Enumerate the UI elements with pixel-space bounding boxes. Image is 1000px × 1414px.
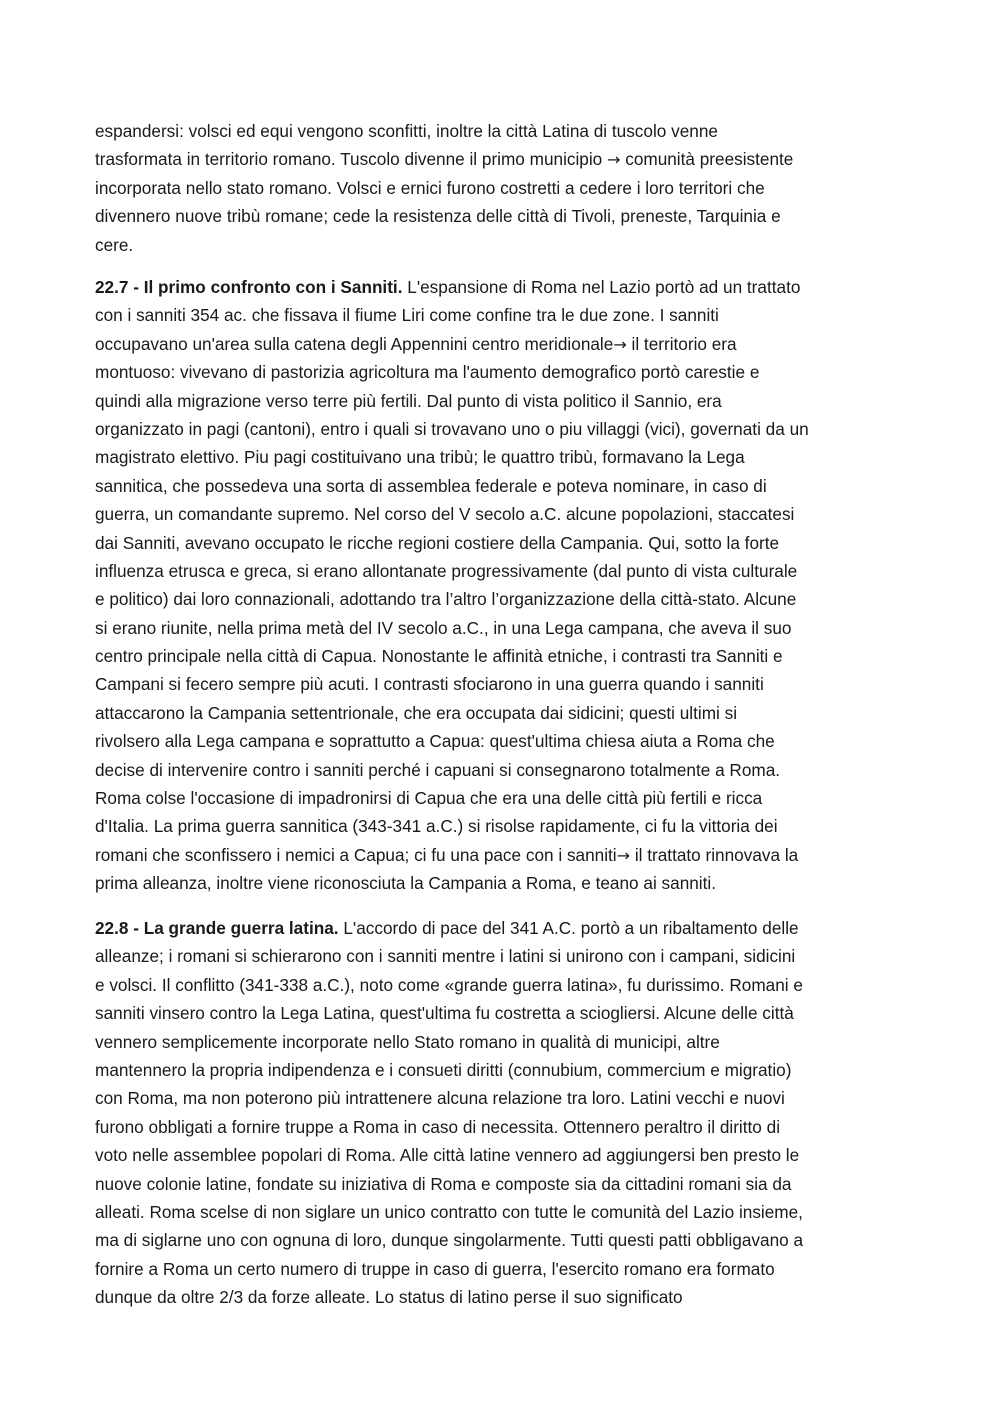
section-22-8 xyxy=(95,914,915,1311)
text-line: furono obbligati a fornire truppe a Roma in caso di necessita. Ottennero peraltro il diritto di xyxy=(95,1116,781,1137)
text-line: alleati. Roma scelse di non siglare un unico contratto con tutte le comunità del Lazio insieme, xyxy=(95,1201,803,1222)
text-line-rest: L'accordo di pace del 341 A.C. portò a un ribaltamento delle xyxy=(343,918,799,938)
text-line xyxy=(95,145,915,173)
text-line-rest: L'espansione di Roma nel Lazio portò ad un trattato xyxy=(407,277,801,297)
text-line: quindi alla migrazione verso terre più fertili. Dal punto di vista politico il Sannio, era xyxy=(95,390,722,411)
right-arrow-icon: → xyxy=(616,845,631,865)
text-line: Roma colse l'occasione di impadronirsi di Capua che era una delle città più fertili e ricca xyxy=(95,788,763,809)
text-line: e volsci. Il conflitto (341-338 a.C.), noto come «grande guerra latina», fu durissimo. Romani e xyxy=(95,974,803,995)
section-heading: 22.7 - Il primo confronto con i Sanniti. xyxy=(95,277,403,297)
text-line-end: il territorio era xyxy=(631,333,737,354)
text-line: magistrato elettivo. Piu pagi costituivano una tribù; le quattro tribù, formavano la Lega xyxy=(95,447,745,468)
text-line: d'Italia. La prima guerra sannitica (343-341 a.C.) si risolse rapidamente, ci fu la vittoria dei xyxy=(95,816,778,837)
text-line: ma di siglarne uno con ognuna di loro, dunque singolarmente. Tutti questi patti obbligavano a xyxy=(95,1230,804,1251)
text-line: espandersi: volsci ed equi vengono sconfitti, inoltre la città Latina di tuscolo venne xyxy=(95,121,718,141)
right-arrow-icon: → xyxy=(607,150,621,170)
text-line: con i sanniti 354 ac. che fissava il fiume Liri come confine tra le due zone. I sanniti xyxy=(95,305,719,326)
text-line: e politico) dai loro connazionali, adottando tra l’altro l’organizzazione della città-stato. Alcune xyxy=(95,589,797,610)
text-line-end: comunità preesistente xyxy=(625,149,794,170)
text-line: centro principale nella città di Capua. Nonostante le affinità etniche, i contrasti tra Sanniti e xyxy=(95,646,783,667)
text-line xyxy=(95,914,915,942)
text-line: prima alleanza, inoltre viene riconosciuta la Campania a Roma, e teano ai sanniti. xyxy=(95,873,716,894)
text-line: sannitica, che possedeva una sorta di assemblea federale e poteva nominare, in caso di xyxy=(95,475,767,496)
text-line xyxy=(95,330,915,358)
text-line xyxy=(95,273,915,301)
paragraph-intro xyxy=(95,117,915,259)
section-22-7 xyxy=(95,273,915,898)
text-line: sanniti vinsero contro la Lega Latina, quest'ultima fu costretta a sciogliersi. Alcune delle città xyxy=(95,1003,794,1024)
text-line: si erano riunite, nella prima metà del IV secolo a.C., in una Lega campana, che aveva il suo xyxy=(95,617,792,638)
text-line xyxy=(95,841,915,869)
text-line: alleanze; i romani si schierarono con i sanniti mentre i latini si unirono con i campani, sidicini xyxy=(95,946,796,967)
text-line: organizzato in pagi (cantoni), entro i quali si trovavano uno o piu villaggi (vici), governati da un xyxy=(95,418,809,439)
text-line: nuove colonie latine, fondate su iniziativa di Roma e composte sia da cittadini romani sia da xyxy=(95,1173,792,1194)
text-line: fornire a Roma un certo numero di truppe in caso di guerra, l'esercito romano era formato xyxy=(95,1258,775,1279)
text-line: vennero semplicemente incorporate nello Stato romano in qualità di municipi, altre xyxy=(95,1031,720,1052)
text-line-start: romani che sconfissero i nemici a Capua; ci fu una pace con i sanniti xyxy=(95,844,617,865)
text-line-start: occupavano un'area sulla catena degli Appennini centro meridionale xyxy=(95,333,614,354)
text-line: dai Sanniti, avevano occupato le ricche regioni costiere della Campania. Qui, sotto la forte xyxy=(95,532,780,553)
text-line: guerra, un comandante supremo. Nel corso del V secolo a.C. alcune popolazioni, staccatesi xyxy=(95,504,795,525)
section-heading: 22.8 - La grande guerra latina. xyxy=(95,918,339,938)
right-arrow-icon: → xyxy=(613,334,627,354)
text-line: montuoso: vivevano di pastorizia agricoltura ma l'aumento demografico portò carestie e xyxy=(95,362,760,383)
text-line: attaccarono la Campania settentrionale, che era occupata dai sidicini; questi ultimi si xyxy=(95,702,738,723)
text-line: Campani si fecero sempre più acuti. I contrasti sfociarono in una guerra quando i sanniti xyxy=(95,674,764,695)
text-line: mantennero la propria indipendenza e i consueti diritti (connubium, commercium e migratio) xyxy=(95,1059,792,1080)
text-line: decise di intervenire contro i sanniti perché i capuani si consegnarono totalmente a Roma. xyxy=(95,759,781,780)
text-line: dunque da oltre 2/3 da forze alleate. Lo status di latino perse il suo significato xyxy=(95,1287,683,1308)
text-line: con Roma, ma non poterono più intrattenere alcuna relazione tra loro. Latini vecchi e nuovi xyxy=(95,1088,785,1109)
text-line: cere. xyxy=(95,234,134,255)
text-line: divennero nuove tribù romane; cede la resistenza delle città di Tivoli, preneste, Tarquinia e xyxy=(95,206,781,227)
text-line-start: trasformata in territorio romano. Tuscolo divenne il primo municipio xyxy=(95,149,603,170)
text-line: incorporata nello stato romano. Volsci e ernici furono costretti a cedere i loro territori che xyxy=(95,177,765,198)
text-line: voto nelle assemblee popolari di Roma. Alle città latine vennero ad aggiungersi ben presto le xyxy=(95,1145,800,1166)
text-line-end: il trattato rinnovava la xyxy=(634,844,799,865)
text-line: influenza etrusca e greca, si erano allontanate progressivamente (dal punto di vista culturale xyxy=(95,560,798,581)
text-line: rivolsero alla Lega campana e soprattutto a Capua: quest'ultima chiesa aiuta a Roma che xyxy=(95,731,775,752)
